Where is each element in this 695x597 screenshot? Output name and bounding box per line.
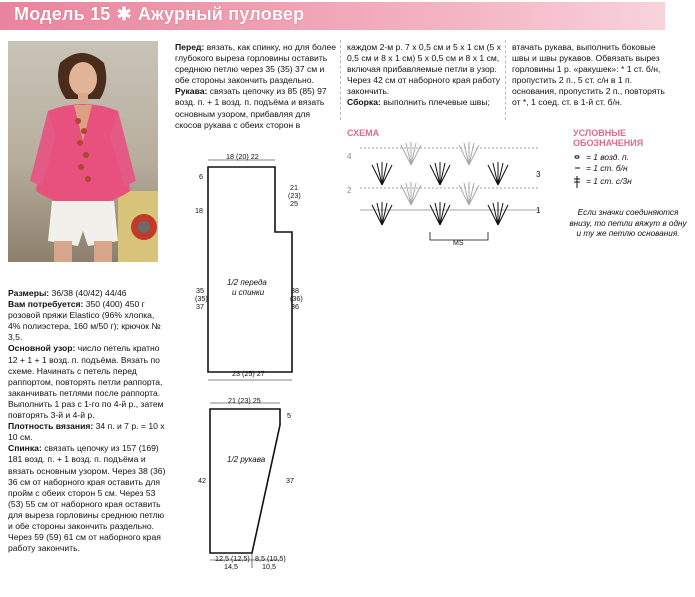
body-label-1: 1/2 переда [227,278,267,287]
body-left-top: 6 [199,172,203,181]
sleeve-continued-paragraph: каждом 2-м р. 7 х 0,5 см и 5 х 1 см (5 х 0,5 см и 8 х 1 см) 5 х 0,5 см и 8 х 1 см, включая прибавляемые петли в узор. Через 42 см от наборного края работу закончить. [347,42,501,97]
body-right-top-3: 25 [290,199,298,208]
body-dim-lines [208,160,292,380]
sleeve-top-width: 21 (23) 25 [228,396,261,405]
header [0,0,695,34]
body-right-low-1: 38 [291,286,299,295]
body-bottom-width: 23 (25) 27 [232,369,265,378]
legend-title-line1: УСЛОВНЫЕ [573,128,627,138]
legend-chain-stitch: = 1 возд. п. [586,152,629,162]
density-text: 34 п. и 7 р. = 10 х 10 см. [8,421,165,443]
right-column-text [347,42,502,109]
pattern-text: число петель кратно 12 + 1 + 1 возд. п. подъёма. Вязать по схеме. Начинать с петель перед раппортом, повторять петли раппорта, заканчивать петлями после раппорта. Выполнить 1 раз с 1-го по 4-й р., затем повторять 3-й и 4-й р. [8,343,164,421]
body-right-low-3: 36 [291,302,299,311]
back-text: связать цепочку из 157 (169) 181 возд. п. + 1 возд. п. подъёма и вязать основным узором. Через 38 (36) 36 см от наборного края оставить для пройм с обеих сторон 5 см. Через 53 (53) 55 см от наборного края оставить для выреза горловины среднюю петлю и обе стороны закончить раздельно. Через 59 (59) 61 см от наборного края работу закончить. [8,443,166,554]
body-pattern-outline [208,167,292,372]
assembly-label: Сборка: [347,97,381,108]
rapport-bracket [430,232,488,240]
front-text: вязать, как спинку, но для более глубокого выреза горловины оставить среднюю петлю через 35 (35) 37 см и обе стороны закончить раздельно. [175,42,337,86]
materials-text: 350 (400) 450 г розовой пряжи Elastico (96% хлопка, 4% полиэстера, 160 м/50 г); крючок № 3,5. [8,299,161,343]
model-photo-illustration [8,41,158,262]
sizes-text: 36/38 (40/42) 44/46 [49,288,127,298]
sleeve-label: Рукава: [175,86,208,97]
schema-row-3: 3 [536,170,541,179]
model-title: Ажурный пуловер [137,4,305,24]
front-paragraph [175,42,337,86]
pattern-paragraph [8,343,166,421]
density-paragraph [8,421,166,443]
body-label-2: и спинки [232,288,265,297]
star-icon: ✱ [116,4,132,24]
sleeve-left-height: 42 [198,476,206,485]
legend-double-crochet: = 1 ст. с/3н [586,176,632,186]
legend-single-crochet: = 1 ст. б/н [586,163,628,173]
assembly-continued-paragraph: втачать рукава, выполнить боковые швы и швы рукавов. Обвязать вырез горловины 1 р. «ракушек»: * 1 ст. б/н, пропустить 2 п., 5 ст. с/н в 1 п. основания, пропустить 2 п., повторять от *, 1 соед. ст. в 1-й ст. б/н. [512,42,665,108]
sizes-paragraph [8,288,166,299]
sleeve-bottom-left-1: 12,5 (12,5) [215,554,250,563]
stitch-fans [372,162,508,225]
fan-row-1 [372,202,508,225]
legend-title-line2: ОБОЗНАЧЕНИЯ [573,138,644,148]
pattern-label: Основной узор: [8,343,76,354]
sleeve-paragraph [175,86,337,130]
body-left-low-2: (35) [195,294,208,303]
body-right-top-2: (23) [288,191,301,200]
materials-paragraph [8,299,166,343]
assembly-paragraph [347,97,502,108]
sleeve-right-top: 5 [287,411,291,420]
stitch-fans-light [401,142,479,205]
sleeve-bottom-right-1: 8,5 (10,5) [255,554,286,563]
back-paragraph [8,443,166,554]
body-left-low-3: 37 [196,302,204,311]
body-left-low-1: 35 [196,286,204,295]
density-label: Плотность вязания: [8,421,94,432]
schema-row-4: 4 [347,152,352,161]
sizes-label: Размеры: [8,288,50,298]
body-left-mid: 18 [195,206,203,215]
body-right-top-1: 21 [290,183,298,192]
body-top-width: 18 (20) 22 [226,152,259,161]
sleeve-right-height: 37 [286,476,294,485]
left-column-text [8,288,166,554]
fan-row-3 [372,162,508,185]
schema-title: СХЕМА [347,128,380,138]
sleeve-text: связать цепочку из 85 (85) 97 возд. п. + 1 возд. п. подъёма и вязать основным узором, прибавляя для скосов рукава с обеих сторон в [175,86,327,130]
assembly-text: выполнить плечевые швы; [380,97,490,108]
schema-ms-label: MS [453,240,464,247]
middle-column-text [175,42,337,131]
body-right-low-2: (36) [290,294,303,303]
column-divider [505,40,506,120]
back-label: Спинка: [8,443,42,454]
stitch-chart [360,148,540,210]
sleeve-label: 1/2 рукава [227,455,266,464]
sleeve-bottom-right-2: 10,5 [262,562,276,571]
legend-note: Если значки соединяются внизу, то петли вяжут в одну и ту же петлю основания. [569,208,687,238]
column-divider [340,40,341,120]
model-number: Модель 15 [14,4,111,24]
materials-label: Вам потребуется: [8,299,84,310]
legend-title [573,128,643,148]
front-label: Перед: [175,42,205,52]
legend-symbols [574,156,580,188]
schema-row-1: 1 [536,206,541,215]
page-title [14,4,304,25]
sleeve-pattern-outline [210,409,280,553]
far-right-column-text [512,42,672,109]
schema-row-2: 2 [347,186,352,195]
sleeve-dim-lines [210,403,280,568]
model-photo [8,41,158,262]
sleeve-bottom-left-2: 14,5 [224,562,238,571]
